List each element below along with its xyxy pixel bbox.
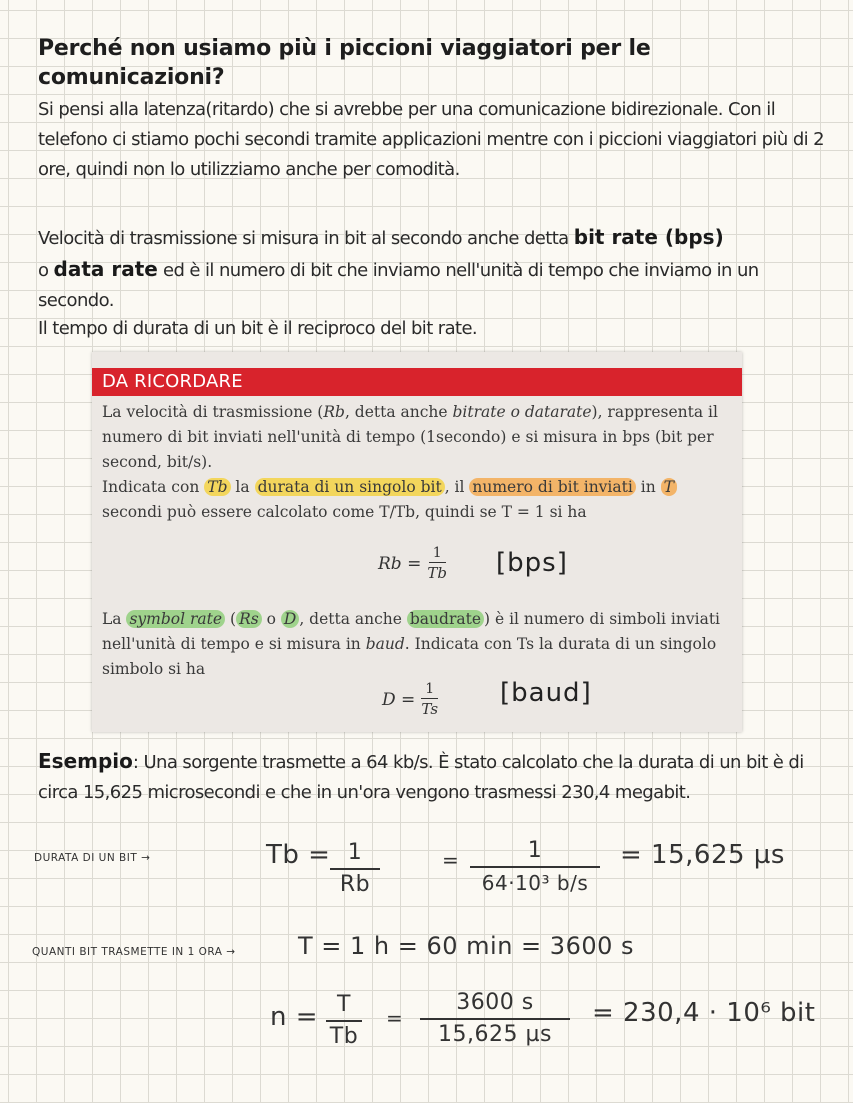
speed-text-3: ed è il numero di bit che inviamo nell'unità di tempo che inviamo in un secondo.: [38, 260, 759, 311]
fraction-denominator: Tb: [427, 564, 447, 582]
reminder-text-1: [102, 400, 732, 525]
formula-lhs: Rb =: [378, 553, 422, 574]
calc3-equals: =: [386, 1006, 404, 1030]
fraction-denominator: 15,625 µs: [438, 1021, 552, 1047]
fraction-denominator: Rb: [339, 871, 371, 897]
calc2-label: QUANTI BIT TRASMETTE IN 1 ORA →: [32, 946, 236, 958]
fraction-denominator: Tb: [329, 1023, 359, 1049]
reminder-text-2: [102, 607, 732, 682]
fraction-numerator: T: [337, 992, 351, 1017]
highlight-bits-sent: numero di bit inviati: [469, 478, 635, 496]
bit-rate-paragraph: [38, 222, 828, 316]
calc1-fraction-2: [470, 836, 600, 898]
calc3-fraction-2: [420, 988, 570, 1050]
formula-fraction: [421, 680, 438, 719]
symbol-tb: Tb: [204, 478, 230, 496]
calc1-fraction-1: [330, 838, 380, 900]
calc2-expression: T = 1 h = 60 min = 3600 s: [298, 932, 635, 960]
reminder-box: [92, 352, 742, 732]
example-label: Esempio: [38, 749, 133, 773]
calc3-lhs: n =: [270, 1002, 319, 1032]
formula-rb: [378, 544, 447, 583]
box-text: in: [635, 478, 661, 496]
box-text: secondi può essere calcolato come T/Tb, quindi se T = 1 si ha: [102, 503, 587, 521]
box-text: Indicata con: [102, 478, 205, 496]
bit-duration-line: Il tempo di durata di un bit è il reciproco del bit rate.: [38, 318, 478, 339]
box-italic: bitrate o datarate: [452, 403, 592, 421]
intro-paragraph: Si pensi alla latenza(ritardo) che si avrebbe per una comunicazione bidirezionale. Con il telefono ci stiamo pochi secondi tramite applicazioni mentre con i piccioni viaggiatori più di 2 ore, quindi non lo utilizziamo anche per comodità.: [38, 99, 825, 180]
highlight-baudrate: baudrate: [407, 610, 484, 628]
box-text: (: [225, 610, 237, 628]
fraction-numerator: 1: [421, 680, 438, 699]
fraction-numerator: 1: [527, 838, 543, 863]
box-italic: baud: [365, 635, 405, 653]
speed-text-1: Velocità di trasmissione si misura in bit al secondo anche detta: [38, 228, 574, 249]
term-bit-rate: bit rate (bps): [573, 225, 724, 249]
example-text: : Una sorgente trasmette a 64 kb/s. È stato calcolato che la durata di un bit è di circa 15,625 microsecondi e che in un'ora vengono trasmessi 230,4 megabit.: [38, 752, 804, 803]
fraction-denominator: 64·10³ b/s: [481, 870, 589, 895]
symbol-rb: Rb: [323, 403, 345, 421]
box-text: la: [230, 478, 255, 496]
highlight-symbol-rate: symbol rate: [126, 610, 225, 628]
reminder-header: DA RICORDARE: [92, 368, 742, 396]
fraction-numerator: 1: [429, 544, 446, 563]
unit-bps: [bps]: [496, 548, 568, 578]
box-text: , il: [444, 478, 470, 496]
fraction-denominator: Ts: [421, 700, 439, 718]
box-text: La velocità di trasmissione (: [102, 403, 324, 421]
formula-fraction: [427, 544, 447, 583]
box-text: La: [102, 610, 127, 628]
symbol-rs: Rs: [236, 610, 262, 628]
calc1-lhs: Tb =: [266, 840, 331, 870]
symbol-d: D: [281, 610, 299, 628]
highlight-bit-duration: durata di un singolo bit: [255, 478, 445, 496]
formula-d: [382, 680, 438, 719]
calc1-label: DURATA DI UN BIT →: [34, 852, 151, 864]
page-title: Perché non usiamo più i piccioni viaggiatori per le comunicazioni?: [38, 36, 651, 90]
calc3-fraction-1: [326, 990, 362, 1052]
box-text: ), rappresenta il numero di bit inviati nell'unità di tempo (1secondo) e si misura in bps (bit per second, bit/s).: [102, 403, 718, 471]
formula-lhs: D =: [382, 689, 416, 710]
unit-baud: [baud]: [500, 678, 592, 708]
box-text: o: [261, 610, 281, 628]
speed-text-2: o: [38, 260, 54, 281]
calc3-result: = 230,4 · 10⁶ bit: [592, 998, 816, 1028]
box-text: , detta anche: [344, 403, 453, 421]
box-text: ) è il numero di simboli inviati nell'unità di tempo e si misura in: [102, 610, 721, 653]
fraction-numerator: 3600 s: [456, 990, 534, 1015]
fraction-numerator: 1: [347, 840, 363, 865]
box-text: . Indicata con Ts la durata di un singolo simbolo si ha: [102, 635, 717, 678]
symbol-t: T: [661, 478, 677, 496]
calc1-equals: =: [442, 848, 460, 872]
term-data-rate: data rate: [53, 257, 158, 281]
calc1-result: = 15,625 µs: [620, 840, 785, 870]
box-text: , detta anche: [299, 610, 407, 628]
example-paragraph: [38, 746, 828, 808]
